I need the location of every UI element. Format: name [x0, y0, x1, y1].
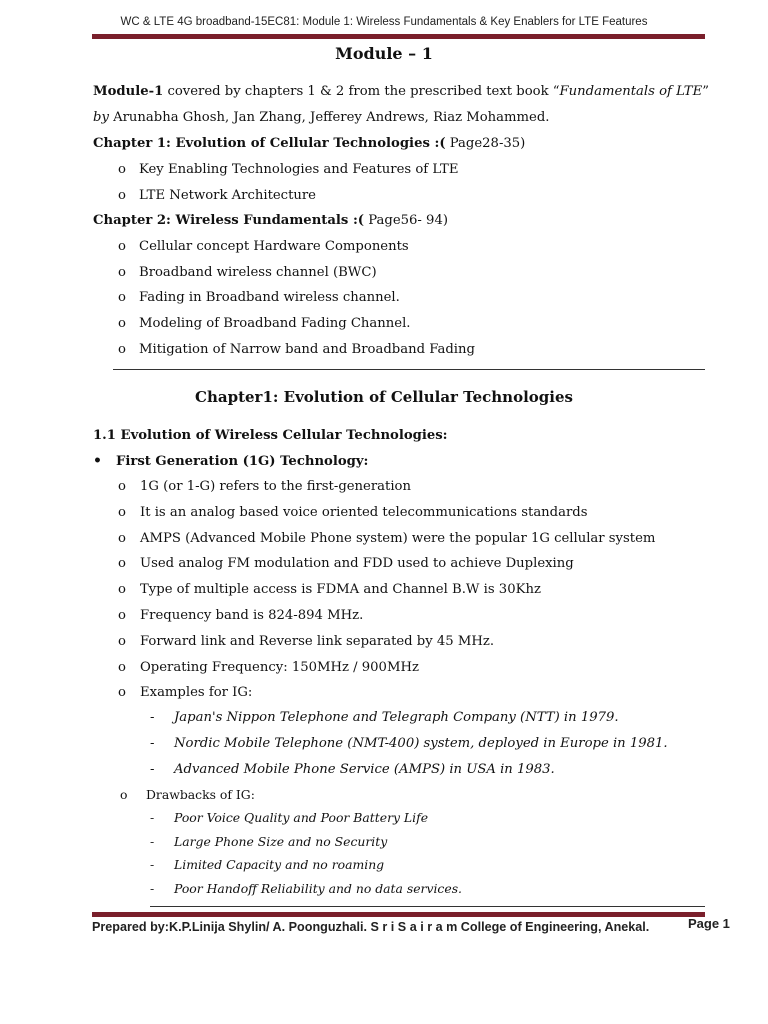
dash-bullet-icon: -: [150, 710, 155, 725]
circle-bullet-icon: o: [118, 188, 126, 203]
list-item: Examples for IG:: [140, 685, 253, 701]
circle-bullet-icon: o: [118, 504, 126, 520]
chapter1-pages: Page28-35): [445, 136, 526, 151]
list-item: Type of multiple access is FDMA and Channel B.W is 30Khz: [140, 582, 541, 598]
intro-line-1: [93, 84, 709, 99]
dash-bullet-icon: -: [150, 880, 155, 896]
drawbacks-heading: Drawbacks of IG:: [146, 787, 255, 802]
list-item: Broadband wireless channel (BWC): [139, 264, 377, 280]
circle-bullet-icon: o: [118, 316, 126, 332]
section-divider: [113, 369, 705, 370]
circle-bullet-icon: o: [118, 633, 126, 649]
list-item: Forward link and Reverse link separated by 45 MHz.: [140, 633, 495, 649]
circle-bullet-icon: o: [118, 162, 126, 177]
circle-bullet-icon: o: [118, 530, 126, 546]
module-title: Module – 1: [335, 44, 433, 63]
example-item: Advanced Mobile Phone Service (AMPS) in USA in 1983.: [174, 762, 555, 777]
list-item: AMPS (Advanced Mobile Phone system) were the popular 1G cellular system: [140, 530, 656, 546]
circle-bullet-icon: o: [118, 582, 126, 598]
circle-bullet-icon: o: [120, 787, 128, 802]
running-header: WC & LTE 4G broadband-15EC81: Module 1: Wireless Fundamentals & Key Enablers for LTE Features: [120, 16, 648, 28]
intro-text: covered by chapters 1 & 2 from the prescribed text book “: [163, 84, 560, 99]
list-item: Modeling of Broadband Fading Channel.: [139, 316, 411, 332]
chapter2-heading-bold: Chapter 2: Wireless Fundamentals :(: [93, 213, 365, 228]
drawback-item: Large Phone Size and no Security: [174, 833, 388, 849]
list-item: Mitigation of Narrow band and Broadband Fading: [139, 341, 475, 357]
list-item: Fading in Broadband wireless channel.: [139, 290, 400, 306]
list-item: Cellular concept Hardware Components: [139, 239, 409, 254]
drawback-item: Poor Voice Quality and Poor Battery Life: [174, 810, 429, 825]
bullet-icon: •: [93, 453, 102, 469]
drawback-item: Poor Handoff Reliability and no data services.: [174, 880, 462, 896]
circle-bullet-icon: o: [118, 659, 126, 675]
list-item: Used analog FM modulation and FDD used to achieve Duplexing: [140, 556, 574, 572]
chapter1-heading-bold: Chapter 1: Evolution of Cellular Technologies :(: [93, 136, 446, 151]
list-item: 1G (or 1-G) refers to the first-generation: [140, 479, 411, 494]
dash-bullet-icon: -: [150, 736, 155, 751]
authors: Arunabha Ghosh, Jan Zhang, Jefferey Andrews, Riaz Mohammed.: [108, 110, 550, 125]
book-title: Fundamentals of LTE: [559, 84, 703, 99]
header-rule: [92, 34, 705, 39]
circle-bullet-icon: o: [118, 608, 126, 623]
chapter1-heading: [93, 136, 525, 151]
example-item: Nordic Mobile Telephone (NMT-400) system, deployed in Europe in 1981.: [174, 736, 668, 751]
circle-bullet-icon: o: [118, 341, 126, 357]
footer: [92, 916, 732, 934]
intro-by: by: [93, 110, 109, 125]
intro-module-label: Module-1: [93, 84, 164, 99]
page-number: Page 1: [688, 916, 730, 931]
list-item: Operating Frequency: 150MHz / 900MHz: [140, 659, 419, 675]
dash-bullet-icon: -: [150, 762, 155, 777]
circle-bullet-icon: o: [118, 290, 126, 306]
dash-bullet-icon: -: [150, 857, 155, 872]
dash-bullet-icon: -: [150, 810, 155, 825]
intro-quote-close: ”: [702, 84, 709, 99]
first-gen-heading-text: First Generation (1G) Technology:: [116, 454, 369, 469]
footer-prepared-by: Prepared by:K.P.Linija Shylin/ A. Poonguzhali. S r i S a i r a m College of Engineering, Anekal.: [92, 920, 650, 934]
chapter2-pages: Page56- 94): [364, 213, 448, 228]
list-item: LTE Network Architecture: [139, 188, 316, 203]
section-heading: 1.1 Evolution of Wireless Cellular Technologies:: [93, 428, 448, 443]
circle-bullet-icon: o: [118, 685, 126, 701]
footer-rule: [92, 912, 705, 917]
dash-bullet-icon: -: [150, 833, 155, 849]
drawback-item: Limited Capacity and no roaming: [174, 857, 385, 872]
circle-bullet-icon: o: [118, 479, 126, 494]
circle-bullet-icon: o: [118, 264, 126, 280]
circle-bullet-icon: o: [118, 239, 126, 254]
example-item: Japan's Nippon Telephone and Telegraph Company (NTT) in 1979.: [174, 710, 619, 725]
list-item: Key Enabling Technologies and Features of LTE: [139, 162, 459, 177]
circle-bullet-icon: o: [118, 556, 126, 572]
chapter-title: Chapter1: Evolution of Cellular Technologies: [195, 388, 573, 406]
list-item: Frequency band is 824-894 MHz.: [140, 608, 364, 623]
intro-line-2: [93, 110, 549, 125]
list-item: It is an analog based voice oriented telecommunications standards: [140, 504, 588, 520]
footer-thin-rule: [150, 906, 705, 907]
chapter2-heading: [93, 213, 448, 228]
